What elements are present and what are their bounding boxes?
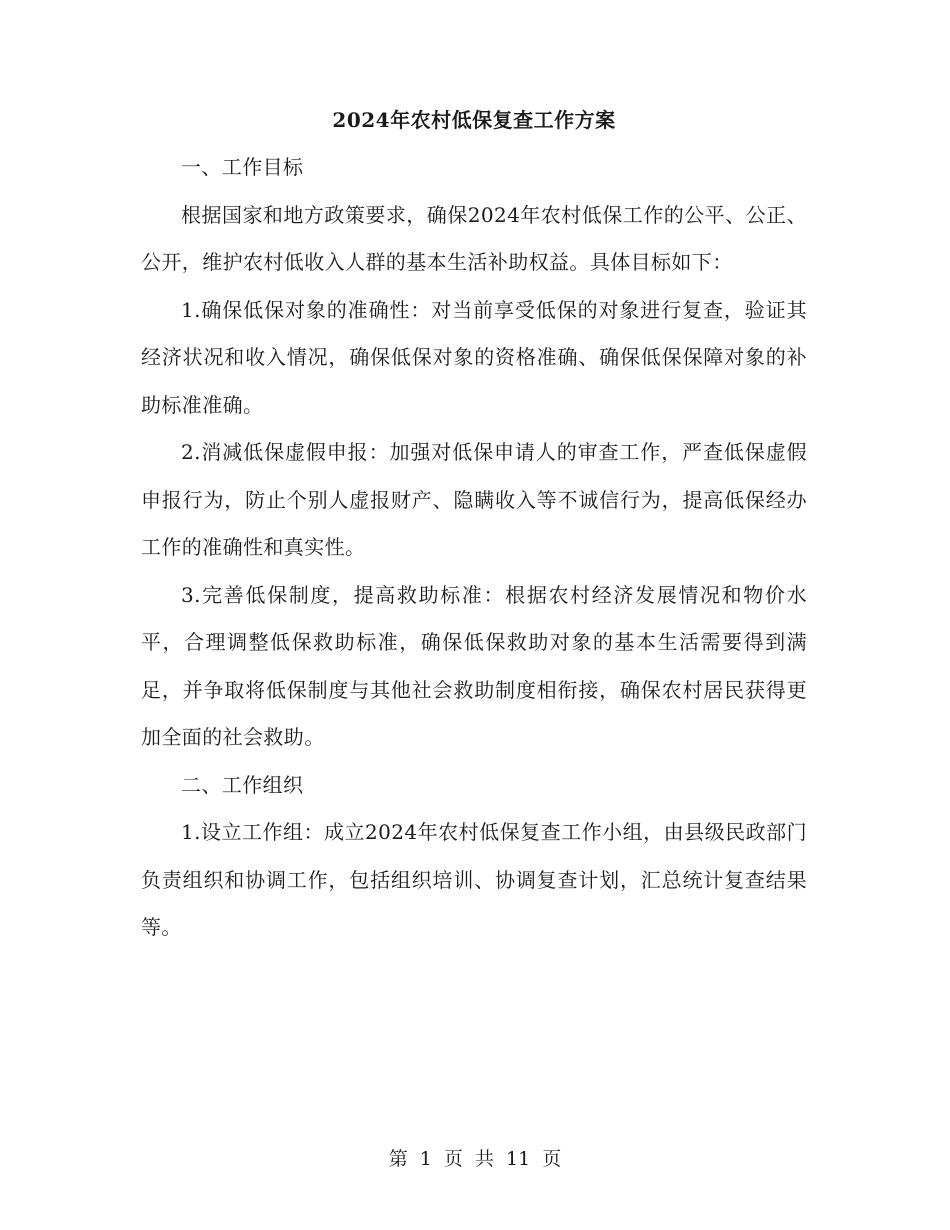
paragraph-goal-1: 1.确保低保对象的准确性：对当前享受低保的对象进行复查，验证其经济状况和收入情况，确保低保对象的资格准确、确保低保保障对象的补助标准准确。 bbox=[141, 297, 807, 417]
paragraph-goal-3: 3.完善低保制度，提高救助标准：根据农村经济发展情况和物价水平，合理调整低保救助标准，确保低保救助对象的基本生活需要得到满足，并争取将低保制度与其他社会救助制度相衔接，确保农村居民获得更加全面的社会救助。 bbox=[141, 582, 807, 749]
paragraph-goal-2: 2.消减低保虚假申报：加强对低保申请人的审查工作，严查低保虚假申报行为，防止个别人虚报财产、隐瞒收入等不诚信行为，提高低保经办工作的准确性和真实性。 bbox=[141, 440, 807, 559]
section-heading-organization: 二、工作组织 bbox=[181, 772, 304, 797]
page-number-footer: 第 1 页 共 11 页 bbox=[388, 1148, 562, 1170]
section-heading-goals: 一、工作目标 bbox=[181, 155, 304, 179]
document-title: 2024年农村低保复查工作方案 bbox=[332, 108, 616, 132]
paragraph-org-1: 1.设立工作组：成立2024年农村低保复查工作小组，由县级民政部门负责组织和协调工作，包括组织培训、协调复查计划，汇总统计复查结果等。 bbox=[141, 820, 807, 939]
paragraph-intro: 根据国家和地方政策要求，确保2024年农村低保工作的公平、公正、公开，维护农村低收入人群的基本生活补助权益。具体目标如下： bbox=[141, 202, 807, 274]
document-body bbox=[141, 100, 807, 952]
